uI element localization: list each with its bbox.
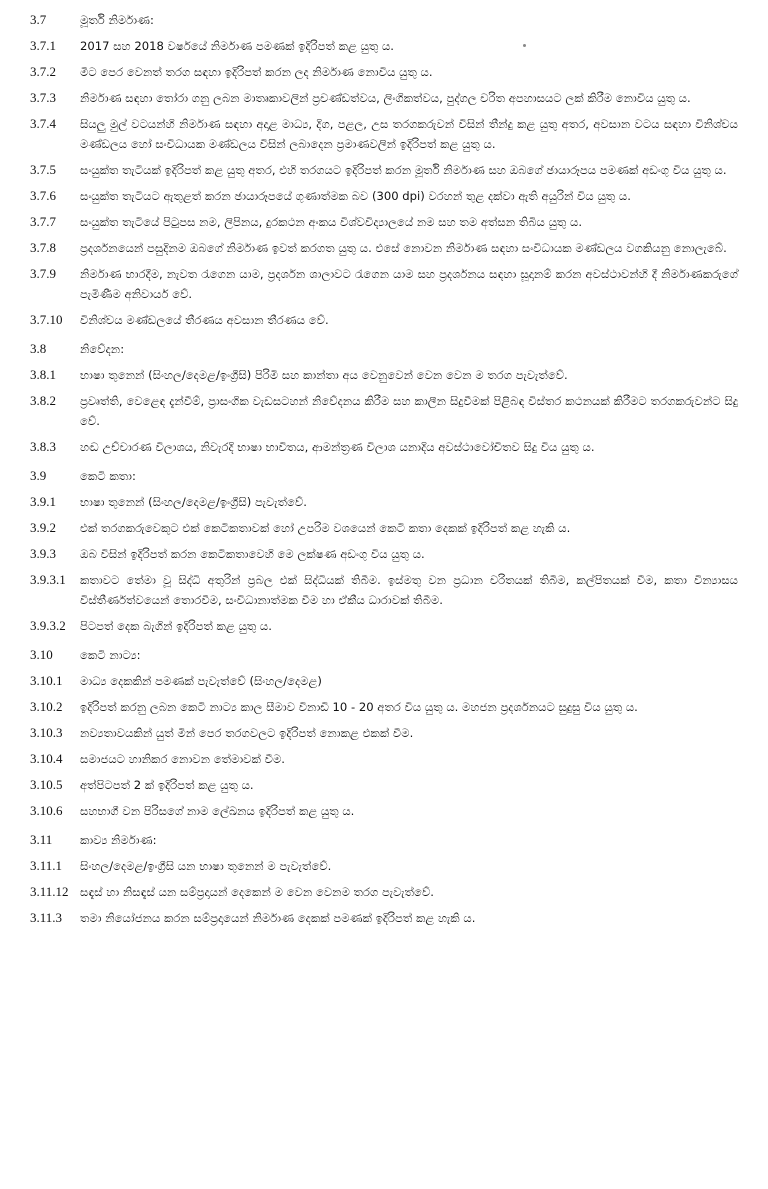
stray-mark	[523, 44, 526, 47]
rule-item	[30, 437, 738, 457]
section-number: 3.11	[30, 832, 53, 847]
rule-item	[30, 365, 738, 385]
rule-text: ප්‍රදර්ශනයෙන් පසුදිනම ඔබගේ නිර්මාණ ඉවත් කරගත යුතු ය. එසේ නොවන නිර්මාණ සඳහා සංවිධායක මණ්ඩලය වගකියනු නොලැබේ.	[80, 241, 727, 255]
section	[30, 339, 738, 457]
rule-text: කතාවට තේමා වූ සිද්ධි අතුරින් ප්‍රබල එක් සිද්ධියක් තිබීම. ඉස්මතු වන ප්‍රධාන චරිතයක් තිබීම, කල්පිතයක් වීම, කතා වින්‍යාසය විස්තීර්ණත්වයෙන් තොරවීම, සංවිධානාත්මක වීම හා ඒකීය ධාරාවක් තිබීම.	[80, 573, 738, 607]
rule-item	[30, 212, 738, 232]
rule-number: 3.9.2	[30, 520, 56, 535]
section-heading	[30, 339, 738, 359]
rule-text: සංයුක්ත තැටියේ පිටුපස නම, ලිපිනය, දුරකථන අංකය විශ්වවිද්‍යාලයේ නම සහ තම අත්සන තිබිය යුතු ය.	[80, 215, 583, 229]
rule-item	[30, 264, 738, 304]
rule-item	[30, 570, 738, 610]
rule-number: 3.7.2	[30, 64, 56, 79]
rule-item	[30, 671, 738, 691]
rule-number: 3.7.8	[30, 240, 56, 255]
rule-item	[30, 114, 738, 154]
rule-number: 3.7.10	[30, 312, 63, 327]
rule-number: 3.7.4	[30, 116, 56, 131]
section-heading	[30, 10, 738, 30]
rule-number: 3.10.1	[30, 673, 63, 688]
section-title: කෙටි කතා:	[80, 469, 136, 483]
rule-item	[30, 801, 738, 821]
section	[30, 466, 738, 636]
rule-number: 3.10.2	[30, 699, 63, 714]
rule-item	[30, 36, 738, 56]
rule-text: නිර්මාණ භාරදීම, නැවත රැගෙන යාම, ප්‍රදර්ශන ශාලාවට රැගෙන යාම සහ ප්‍රදර්ශනය සඳහා සූදානම් කරන අවස්ථාවන්හි දී නිර්මාණකරුගේ පැමිණීම අනිවාර්ය වේ.	[80, 267, 738, 301]
section	[30, 645, 738, 821]
rule-item	[30, 88, 738, 108]
rule-text: ඉදිරිපත් කරනු ලබන කෙටි නාට්‍ය කාල සීමාව විනාඩි 10 - 20 අතර විය යුතු ය. මහජන ප්‍රදර්ශනයට සුදුසු විය යුතු ය.	[80, 700, 638, 714]
rule-text: සියලු මුල් වටයන්හි නිර්මාණ සඳහා අදාළ මාධ්‍ය, දිග, පළල, උස තරගකරුවන් විසින් තීන්දු කළ යුතු අතර, අවසාන වටය සඳහා විනිශ්චය මණ්ඩලය හෝ සංවිධායක මණ්ඩලය විසින් ලබාදෙන ප්‍රමාණවලින් ඉදිරිපත් කළ යුතු ය.	[80, 117, 738, 151]
rule-text: ප්‍රවෘත්ති, වෙළෙඳ දැන්වීම්, ප්‍රාසංගික වැඩසටහන් නිවේදනය කිරීම සහ කාලීන සිදුවීමක් පිළිබඳ විස්තර කථනයක් කිරීමට තරගකරුවන්ට සිදු වේ.	[80, 394, 738, 428]
rule-text: සහභාගී වන පිරිසගේ නාම ලේඛනය ඉදිරිපත් කළ යුතු ය.	[80, 804, 355, 818]
section-heading	[30, 466, 738, 486]
rule-text: සිංහල/දෙමළ/ඉංග්‍රීසි යන භාෂා තුනෙන් ම පැවැත්වේ.	[80, 859, 332, 873]
section-number: 3.7	[30, 12, 47, 27]
rule-item	[30, 908, 738, 928]
rule-number: 3.8.3	[30, 439, 56, 454]
section-number: 3.9	[30, 468, 47, 483]
section-title: මූර්ති නිර්මාණ:	[80, 13, 154, 27]
rule-number: 3.7.9	[30, 266, 56, 281]
rule-number: 3.10.6	[30, 803, 63, 818]
rules-list	[30, 10, 738, 928]
rule-number: 3.9.3.2	[30, 618, 66, 633]
section-heading	[30, 645, 738, 665]
section-heading	[30, 830, 738, 850]
section-title: කාව්‍ය නිර්මාණ:	[80, 833, 157, 847]
rule-text: නව්‍යතාවයකින් යුත් මින් පෙර තරගවලට ඉදිරිපත් නොකළ එකක් වීම.	[80, 726, 414, 740]
rule-number: 3.10.4	[30, 751, 63, 766]
rule-text: මීට පෙර වෙනත් තරග සඳහා ඉදිරිපත් කරන ලද නිර්මාණ නොවිය යුතු ය.	[80, 65, 433, 79]
rule-item	[30, 775, 738, 795]
rule-item	[30, 238, 738, 258]
rule-text: අත්පිටපත් 2 ක් ඉදිරිපත් කළ යුතු ය.	[80, 778, 254, 792]
section	[30, 830, 738, 928]
rule-item	[30, 186, 738, 206]
rule-item	[30, 160, 738, 180]
rule-number: 3.10.3	[30, 725, 63, 740]
rule-number: 3.8.2	[30, 393, 56, 408]
rule-text: ඔබ විසින් ඉදිරිපත් කරන කෙටිකතාවෙහි මෙ ලක්ෂණ අඩංගු විය යුතු ය.	[80, 547, 425, 561]
rule-number: 3.10.5	[30, 777, 63, 792]
section-title: කෙටි නාට්‍ය:	[80, 648, 141, 662]
rule-item	[30, 723, 738, 743]
rule-item	[30, 882, 738, 902]
rule-number: 3.7.6	[30, 188, 56, 203]
rule-text: නිර්මාණ සඳහා තෝරා ගනු ලබන මාතෘකාවලින් ප්‍රචණ්ඩත්වය, ලිංගිකත්වය, පුද්ගල චරිත අපහාසයට ලක් කිරීම නොවිය යුතු ය.	[80, 91, 691, 105]
rule-number: 3.9.1	[30, 494, 56, 509]
rule-text: භාෂා තුනෙන් (සිංහල/දෙමළ/ඉංග්‍රීසි) පිරිමි සහ කාන්තා අය වෙනුවෙන් වෙන වෙන ම තරග පැවැත්වේ.	[80, 368, 568, 382]
rule-text: සඳැස් හා නිසඳැස් යන සම්ප්‍රදායන් දෙකෙන් ම වෙන වෙනම තරග පැවැත්වේ.	[80, 885, 434, 899]
rule-item	[30, 616, 738, 636]
rule-text: සමාජයට හානිකර නොවන තේමාවක් වීම.	[80, 752, 285, 766]
rule-item	[30, 544, 738, 564]
section-number: 3.8	[30, 341, 47, 356]
rule-item	[30, 492, 738, 512]
rule-item	[30, 856, 738, 876]
rule-number: 3.7.5	[30, 162, 56, 177]
rule-text: සංයුක්ත තැටියට ඇතුළත් කරන ඡායාරූපයේ ගුණාත්මක බව (300 dpi) වරහන් තුළ දක්වා ඇති අයුරින් විය යුතු ය.	[80, 189, 631, 203]
rule-item	[30, 62, 738, 82]
section-number: 3.10	[30, 647, 53, 662]
section	[30, 10, 738, 330]
rule-number: 3.9.3	[30, 546, 56, 561]
rule-item	[30, 391, 738, 431]
rule-text: හඬ උච්චාරණ විලාශය, නිවැරදි භාෂා භාවිතය, ආමන්ත්‍රණ විලාශ යනාදිය අවස්ථාවෝචිතව සිදු විය යුතු ය.	[80, 440, 595, 454]
rule-item	[30, 518, 738, 538]
rule-text: 2017 සහ 2018 වර්ෂයේ නිර්මාණ පමණක් ඉදිරිපත් කළ යුතු ය.	[80, 39, 394, 53]
rule-text: විනිශ්චය මණ්ඩලයේ තීරණය අවසාන තීරණය වේ.	[80, 313, 329, 327]
rule-number: 3.11.1	[30, 858, 63, 873]
rule-text: මාධ්‍ය දෙකකින් පමණක් පැවැත්වේ (සිංහල/දෙමළ)	[80, 674, 322, 688]
rule-number: 3.7.3	[30, 90, 56, 105]
rule-item	[30, 697, 738, 717]
rule-number: 3.8.1	[30, 367, 56, 382]
rule-number: 3.7.7	[30, 214, 56, 229]
rule-number: 3.11.3	[30, 910, 63, 925]
rule-text: පිටපත් දෙක බැගින් ඉදිරිපත් කළ යුතු ය.	[80, 619, 272, 633]
rule-text: එක් තරගකරුවෙකුට එක් කෙටිකතාවක් හෝ උපරිම වශයෙන් කෙටි කතා දෙකක් ඉදිරිපත් කළ හැකි ය.	[80, 521, 571, 535]
rule-number: 3.9.3.1	[30, 572, 66, 587]
rule-text: භාෂා තුනෙන් (සිංහල/දෙමළ/ඉංග්‍රීසි) පැවැත්වේ.	[80, 495, 307, 509]
rule-number: 3.11.12	[30, 884, 69, 899]
rule-item	[30, 749, 738, 769]
rule-number: 3.7.1	[30, 38, 56, 53]
rule-text: තමා නියෝජනය කරන සම්ප්‍රදායෙන් නිර්මාණ දෙකක් පමණක් ඉදිරිපත් කළ හැකි ය.	[80, 911, 476, 925]
rule-item	[30, 310, 738, 330]
section-title: නිවේදන:	[80, 342, 125, 356]
rule-text: සංයුක්ත තැටියක් ඉදිරිපත් කළ යුතු අතර, එහි තරගයට ඉදිරිපත් කරන මූර්ති නිර්මාණ සහ ඔබගේ ඡායාරූපය පමණක් අඩංගු විය යුතු ය.	[80, 163, 727, 177]
